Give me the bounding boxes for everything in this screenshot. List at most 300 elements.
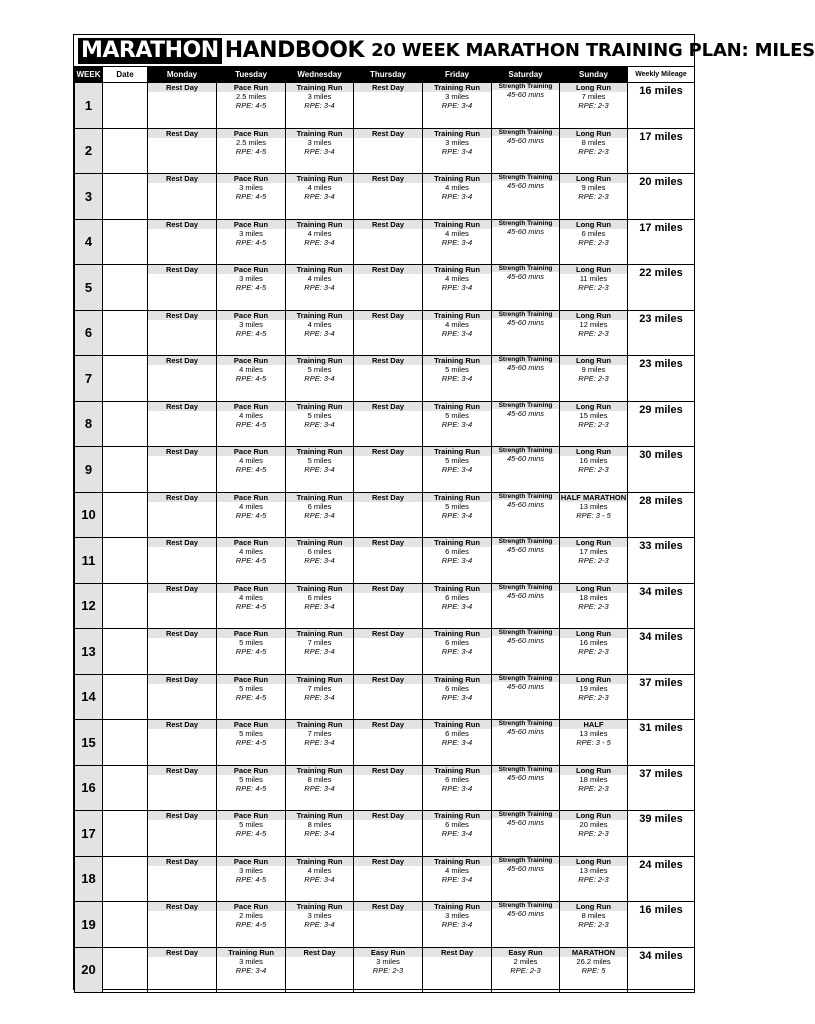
workout-type: Training Run: [423, 311, 491, 320]
workout-type: Long Run: [560, 83, 627, 92]
workout-effort: 45-60 mins: [506, 818, 545, 827]
workout-type: Rest Day: [148, 720, 216, 729]
workout-type: Rest Day: [148, 311, 216, 320]
workout-effort: 45-60 mins: [506, 317, 545, 327]
day-cell-wednesday: [286, 765, 354, 811]
day-cell-monday: [148, 447, 217, 493]
workout-distance: 5 miles: [239, 729, 263, 738]
week-row: [75, 765, 695, 811]
col-header-thursday: Thursday: [354, 67, 423, 83]
day-cell-wednesday: [286, 674, 354, 720]
workout-effort: RPE: 3-4: [441, 465, 473, 474]
date-cell[interactable]: [103, 447, 148, 493]
workout-type: Pace Run: [217, 402, 285, 411]
workout-effort: RPE: 3-4: [304, 419, 335, 429]
workout-effort: RPE: 3-4: [441, 920, 473, 929]
workout-type: Training Run: [423, 720, 491, 729]
workout-effort: RPE: 4-5: [235, 510, 267, 520]
workout-distance: 6 miles: [445, 729, 469, 738]
workout-effort: RPE: 4-5: [235, 101, 267, 110]
workout-type: Long Run: [560, 857, 627, 866]
workout-type: Strength Training: [492, 629, 559, 636]
workout-type: Long Run: [560, 447, 627, 456]
workout-type: Long Run: [560, 220, 627, 229]
day-cell-thursday: [354, 902, 423, 948]
workout-distance: 16 miles: [579, 638, 608, 647]
workout-effort: RPE: 3 - 5: [576, 510, 611, 520]
day-cell-sunday: [560, 83, 628, 129]
weekly-mileage: 28 miles: [628, 492, 695, 538]
workout-effort: RPE: 4-5: [235, 647, 267, 656]
weekly-mileage: 34 miles: [628, 629, 695, 675]
workout-type: Training Run: [286, 447, 353, 456]
workout-type: Training Run: [286, 766, 353, 775]
workout-effort: RPE: 3-4: [441, 783, 473, 793]
workout-effort: RPE: 3-4: [441, 419, 473, 429]
workout-effort: 45-60 mins: [506, 863, 545, 873]
workout-type: Rest Day: [354, 265, 422, 274]
workout-effort: RPE: 3-4: [304, 510, 335, 520]
day-cell-tuesday: [217, 401, 286, 447]
workout-type: Rest Day: [148, 220, 216, 229]
day-cell-wednesday: [286, 265, 354, 311]
date-cell[interactable]: [103, 629, 148, 675]
workout-type: Rest Day: [423, 948, 491, 957]
week-row: [75, 492, 695, 538]
workout-effort: 45-60 mins: [506, 545, 545, 554]
workout-effort: 45-60 mins: [506, 909, 545, 918]
workout-type: Long Run: [560, 311, 627, 320]
workout-distance: 3 miles: [239, 183, 263, 192]
workout-type: Rest Day: [354, 311, 422, 320]
week-row: [75, 538, 695, 584]
day-cell-friday: [423, 765, 492, 811]
workout-type: Strength Training: [492, 220, 559, 227]
workout-type: Rest Day: [354, 811, 422, 820]
workout-type: Strength Training: [492, 493, 559, 500]
day-cell-friday: [423, 492, 492, 538]
workout-effort: RPE: 2-3: [578, 328, 609, 338]
workout-type: Long Run: [560, 538, 627, 547]
day-cell-saturday: [492, 856, 560, 902]
day-cell-friday: [423, 356, 492, 402]
col-header-tuesday: Tuesday: [217, 67, 286, 83]
workout-type: Strength Training: [492, 402, 559, 409]
workout-distance: 4 miles: [445, 183, 469, 192]
workout-effort: 45-60 mins: [506, 636, 545, 645]
week-row: [75, 401, 695, 447]
day-cell-friday: [423, 902, 492, 948]
workout-effort: RPE: 3-4: [304, 374, 335, 383]
day-cell-thursday: [354, 856, 423, 902]
workout-effort: RPE: 3-4: [441, 146, 473, 156]
date-cell[interactable]: [103, 765, 148, 811]
workout-distance: 4 miles: [307, 228, 332, 238]
day-cell-tuesday: [217, 356, 286, 402]
workout-distance: 17 miles: [579, 547, 608, 556]
day-cell-wednesday: [286, 811, 354, 857]
workout-distance: 3 miles: [376, 956, 400, 966]
day-cell-wednesday: [286, 310, 354, 356]
workout-distance: 3 miles: [239, 274, 263, 283]
workout-type: Long Run: [560, 356, 627, 365]
date-cell[interactable]: [103, 902, 148, 948]
week-number: 20: [75, 947, 103, 993]
day-cell-monday: [148, 83, 217, 129]
day-cell-friday: [423, 583, 492, 629]
week-number: 17: [75, 811, 103, 857]
workout-type: Training Run: [286, 83, 353, 92]
day-cell-sunday: [560, 310, 628, 356]
day-cell-wednesday: [286, 174, 354, 220]
day-cell-tuesday: [217, 902, 286, 948]
week-row: [75, 720, 695, 766]
weekly-mileage: 17 miles: [628, 219, 695, 265]
day-cell-wednesday: [286, 128, 354, 174]
workout-type: Training Run: [423, 447, 491, 456]
week-number: 9: [75, 447, 103, 493]
day-cell-sunday: [560, 219, 628, 265]
workout-distance: 5 miles: [445, 456, 469, 465]
workout-effort: 45-60 mins: [506, 408, 545, 418]
workout-effort: RPE: 3-4: [304, 647, 335, 656]
workout-effort: RPE: 2-3: [578, 237, 609, 247]
weekly-mileage: 16 miles: [628, 902, 695, 948]
workout-type: MARATHON: [560, 948, 627, 957]
week-row: [75, 629, 695, 675]
day-cell-saturday: [492, 265, 560, 311]
workout-distance: 3 miles: [239, 865, 263, 875]
day-cell-tuesday: [217, 174, 286, 220]
workout-distance: 4 miles: [307, 183, 332, 192]
workout-effort: 45-60 mins: [506, 590, 545, 600]
day-cell-thursday: [354, 947, 423, 993]
workout-distance: 5 miles: [445, 501, 469, 511]
workout-effort: RPE: 4-5: [235, 783, 267, 793]
workout-effort: RPE: 3-4: [441, 874, 473, 884]
week-row: [75, 583, 695, 629]
weekly-mileage: 37 miles: [628, 765, 695, 811]
day-cell-wednesday: [286, 947, 354, 993]
workout-type: Rest Day: [354, 129, 422, 138]
workout-type: Long Run: [560, 402, 627, 411]
workout-type: Rest Day: [354, 675, 422, 684]
day-cell-wednesday: [286, 902, 354, 948]
date-cell[interactable]: [103, 720, 148, 766]
day-cell-thursday: [354, 83, 423, 129]
workout-type: Pace Run: [217, 902, 285, 911]
date-cell[interactable]: [103, 83, 148, 129]
day-cell-sunday: [560, 538, 628, 584]
weekly-mileage: 24 miles: [628, 856, 695, 902]
col-header-saturday: Saturday: [492, 67, 560, 83]
workout-type: Training Run: [423, 629, 491, 638]
week-row: [75, 128, 695, 174]
workout-type: Training Run: [286, 402, 353, 411]
workout-effort: RPE: 3-4: [441, 556, 473, 565]
workout-effort: 45-60 mins: [506, 272, 545, 281]
workout-distance: 4 miles: [307, 865, 332, 875]
week-row: [75, 310, 695, 356]
workout-type: Long Run: [560, 811, 627, 820]
day-cell-thursday: [354, 356, 423, 402]
workout-effort: RPE: 3-4: [304, 101, 335, 110]
workout-distance: 4 miles: [445, 319, 469, 329]
workout-effort: RPE: 3-4: [235, 965, 267, 975]
workout-type: Rest Day: [148, 265, 216, 274]
workout-type: Pace Run: [217, 220, 285, 229]
workout-type: Rest Day: [354, 402, 422, 411]
workout-distance: 7 miles: [307, 683, 332, 693]
day-cell-saturday: [492, 356, 560, 402]
week-row: [75, 856, 695, 902]
workout-distance: 5 miles: [239, 683, 263, 693]
workout-distance: 3 miles: [239, 319, 263, 329]
date-cell[interactable]: [103, 401, 148, 447]
workout-type: Pace Run: [217, 629, 285, 638]
workout-type: Training Run: [423, 584, 491, 593]
week-row: [75, 447, 695, 493]
day-cell-sunday: [560, 583, 628, 629]
workout-type: Strength Training: [492, 356, 559, 363]
day-cell-monday: [148, 174, 217, 220]
workout-effort: 45-60 mins: [506, 226, 545, 236]
workout-distance: 26.2 miles: [576, 956, 611, 966]
day-cell-thursday: [354, 720, 423, 766]
week-row: [75, 947, 695, 993]
day-cell-friday: [423, 947, 492, 993]
week-number: 13: [75, 629, 103, 675]
workout-effort: RPE: 2-3: [578, 874, 609, 884]
workout-type: Rest Day: [148, 584, 216, 593]
date-cell[interactable]: [103, 128, 148, 174]
workout-effort: RPE: 3-4: [441, 829, 473, 838]
workout-type: Pace Run: [217, 356, 285, 365]
date-cell[interactable]: [103, 947, 148, 993]
workout-distance: 6 miles: [581, 228, 606, 238]
workout-distance: 3 miles: [307, 911, 332, 920]
day-cell-saturday: [492, 811, 560, 857]
workout-effort: RPE: 2-3: [578, 419, 609, 429]
workout-distance: 2 miles: [239, 911, 263, 920]
date-cell[interactable]: [103, 674, 148, 720]
workout-type: Rest Day: [354, 174, 422, 183]
weekly-mileage: 17 miles: [628, 128, 695, 174]
workout-effort: RPE: 4-5: [235, 465, 267, 474]
day-cell-monday: [148, 492, 217, 538]
day-cell-thursday: [354, 401, 423, 447]
col-header-sunday: Sunday: [560, 67, 628, 83]
date-cell[interactable]: [103, 310, 148, 356]
workout-distance: 4 miles: [239, 501, 263, 511]
date-cell[interactable]: [103, 492, 148, 538]
workout-distance: 6 miles: [445, 547, 469, 556]
day-cell-saturday: [492, 128, 560, 174]
day-cell-wednesday: [286, 856, 354, 902]
week-number: 11: [75, 538, 103, 584]
workout-effort: RPE: 3-4: [441, 510, 473, 520]
day-cell-sunday: [560, 492, 628, 538]
workout-type: Long Run: [560, 675, 627, 684]
workout-type: Easy Run: [492, 948, 559, 957]
weekly-mileage: 29 miles: [628, 401, 695, 447]
day-cell-sunday: [560, 447, 628, 493]
date-cell[interactable]: [103, 811, 148, 857]
workout-type: Training Run: [286, 538, 353, 547]
workout-distance: 5 miles: [445, 365, 469, 374]
workout-type: Training Run: [286, 265, 353, 274]
workout-type: Rest Day: [354, 493, 422, 502]
workout-effort: RPE: 3-4: [441, 328, 473, 338]
day-cell-tuesday: [217, 629, 286, 675]
day-cell-monday: [148, 583, 217, 629]
workout-distance: 6 miles: [307, 592, 332, 602]
day-cell-monday: [148, 310, 217, 356]
workout-effort: RPE: 3-4: [304, 192, 335, 201]
weekly-mileage: 30 miles: [628, 447, 695, 493]
day-cell-monday: [148, 811, 217, 857]
day-cell-monday: [148, 947, 217, 993]
workout-effort: RPE: 4-5: [235, 328, 267, 338]
week-number: 4: [75, 219, 103, 265]
workout-effort: RPE: 3 - 5: [576, 738, 611, 747]
workout-effort: RPE: 2-3: [578, 783, 609, 793]
day-cell-tuesday: [217, 83, 286, 129]
workout-type: Training Run: [423, 675, 491, 684]
date-cell[interactable]: [103, 174, 148, 220]
workout-effort: RPE: 3-4: [304, 738, 335, 747]
date-cell[interactable]: [103, 219, 148, 265]
day-cell-friday: [423, 629, 492, 675]
workout-distance: 16 miles: [579, 456, 608, 465]
workout-effort: 45-60 mins: [506, 454, 545, 463]
workout-type: Training Run: [286, 675, 353, 684]
day-cell-monday: [148, 128, 217, 174]
workout-type: Strength Training: [492, 584, 559, 591]
plan-title: 20 WEEK MARATHON TRAINING PLAN: MILES: [371, 40, 815, 61]
date-cell[interactable]: [103, 856, 148, 902]
workout-distance: 6 miles: [445, 774, 469, 784]
workout-distance: 9 miles: [581, 365, 606, 374]
plan-table: [74, 66, 695, 993]
weekly-mileage: 20 miles: [628, 174, 695, 220]
workout-distance: 7 miles: [307, 638, 332, 647]
workout-type: Rest Day: [354, 447, 422, 456]
week-row: [75, 902, 695, 948]
weekly-mileage: 22 miles: [628, 265, 695, 311]
day-cell-sunday: [560, 947, 628, 993]
day-cell-saturday: [492, 492, 560, 538]
day-cell-wednesday: [286, 447, 354, 493]
workout-effort: 45-60 mins: [506, 772, 545, 782]
workout-type: Pace Run: [217, 129, 285, 138]
workout-type: Strength Training: [492, 538, 559, 545]
day-cell-monday: [148, 356, 217, 402]
day-cell-sunday: [560, 629, 628, 675]
training-plan-sheet: [73, 34, 815, 990]
date-cell[interactable]: [103, 538, 148, 584]
day-cell-wednesday: [286, 583, 354, 629]
workout-distance: 4 miles: [239, 410, 263, 420]
workout-effort: 45-60 mins: [506, 135, 545, 145]
day-cell-thursday: [354, 174, 423, 220]
day-cell-monday: [148, 265, 217, 311]
workout-distance: 6 miles: [307, 501, 332, 511]
workout-type: Training Run: [423, 902, 491, 911]
workout-effort: 45-60 mins: [506, 90, 545, 99]
week-row: [75, 219, 695, 265]
week-number: 18: [75, 856, 103, 902]
weekly-mileage: 16 miles: [628, 83, 695, 129]
week-number: 16: [75, 765, 103, 811]
workout-effort: RPE: 4-5: [235, 601, 267, 611]
workout-effort: RPE: 3-4: [441, 647, 473, 656]
workout-distance: 4 miles: [239, 547, 263, 556]
workout-type: Strength Training: [492, 902, 559, 909]
workout-type: Long Run: [560, 902, 627, 911]
workout-distance: 9 miles: [581, 183, 606, 192]
week-number: 19: [75, 902, 103, 948]
day-cell-wednesday: [286, 538, 354, 584]
workout-type: Pace Run: [217, 720, 285, 729]
date-cell[interactable]: [103, 356, 148, 402]
workout-type: Strength Training: [492, 675, 559, 682]
workout-type: Long Run: [560, 629, 627, 638]
workout-distance: 5 miles: [239, 774, 263, 784]
date-cell[interactable]: [103, 265, 148, 311]
workout-effort: RPE: 4-5: [235, 692, 267, 702]
workout-type: Rest Day: [354, 584, 422, 593]
workout-type: Training Run: [423, 811, 491, 820]
weekly-mileage: 23 miles: [628, 310, 695, 356]
day-cell-saturday: [492, 765, 560, 811]
workout-type: Long Run: [560, 265, 627, 274]
workout-distance: 18 miles: [579, 592, 608, 602]
workout-type: Rest Day: [354, 629, 422, 638]
day-cell-monday: [148, 856, 217, 902]
day-cell-thursday: [354, 128, 423, 174]
day-cell-tuesday: [217, 265, 286, 311]
workout-effort: RPE: 2-3: [578, 556, 609, 565]
day-cell-sunday: [560, 811, 628, 857]
date-cell[interactable]: [103, 583, 148, 629]
workout-type: Rest Day: [148, 629, 216, 638]
week-number: 2: [75, 128, 103, 174]
day-cell-monday: [148, 674, 217, 720]
workout-type: Pace Run: [217, 311, 285, 320]
day-cell-saturday: [492, 947, 560, 993]
column-header-row: [75, 67, 695, 83]
day-cell-thursday: [354, 583, 423, 629]
day-cell-friday: [423, 811, 492, 857]
workout-effort: RPE: 3-4: [304, 237, 335, 247]
workout-type: Strength Training: [492, 265, 559, 272]
weekly-mileage: 34 miles: [628, 583, 695, 629]
workout-effort: RPE: 3-4: [441, 237, 473, 247]
workout-effort: RPE: 3-4: [441, 283, 473, 292]
workout-type: Long Run: [560, 584, 627, 593]
day-cell-sunday: [560, 356, 628, 402]
day-cell-saturday: [492, 310, 560, 356]
workout-distance: 20 miles: [579, 820, 608, 829]
workout-distance: 4 miles: [239, 365, 263, 374]
workout-type: Training Run: [286, 902, 353, 911]
workout-type: Rest Day: [148, 356, 216, 365]
day-cell-friday: [423, 856, 492, 902]
week-number: 5: [75, 265, 103, 311]
day-cell-tuesday: [217, 492, 286, 538]
workout-type: Training Run: [286, 174, 353, 183]
